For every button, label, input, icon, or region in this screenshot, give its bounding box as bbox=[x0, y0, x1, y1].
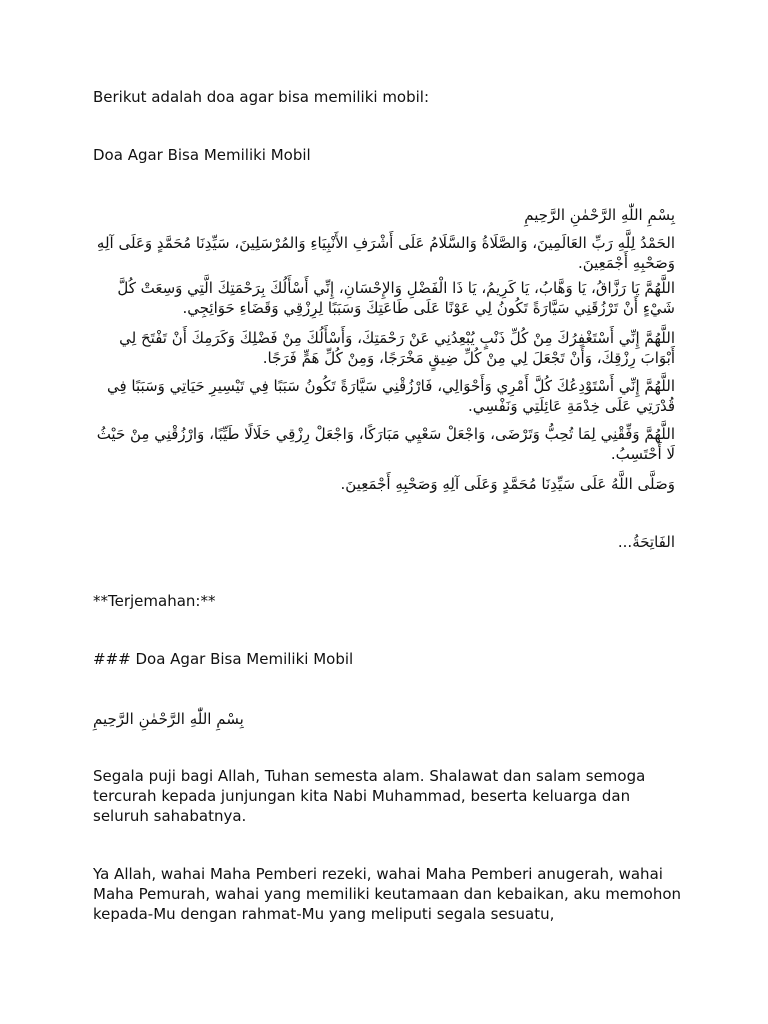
arabic-basmalah: بِسْمِ اللّٰهِ الرَّحْمٰنِ الرَّحِيمِ bbox=[524, 206, 675, 224]
arabic-paragraph-6: وَصَلَّى اللَّهُ عَلَى سَيِّدِنَا مُحَمَّدٍ وَعَلَى آلِهِ وَصَحْبِهِ أَجْمَعِينَ. bbox=[340, 475, 675, 493]
doa-title: Doa Agar Bisa Memiliki Mobil bbox=[93, 146, 311, 164]
intro-text: Berikut adalah doa agar bisa memiliki mobil: bbox=[93, 88, 430, 106]
translation-label: **Terjemahan:** bbox=[93, 592, 216, 610]
translation-basmalah: بِسْمِ اللّٰهِ الرَّحْمٰنِ الرَّحِيمِ bbox=[93, 710, 244, 728]
arabic-paragraph-2: اللَّهُمَّ يَا رَزَّاقُ، يَا وَهَّابُ، يَا كَرِيمُ، يَا ذَا الْفَضْلِ وَالإِحْسَانِ، إِنِّي أَسْأَلُكَ بِرَحْمَتِكَ الَّتِي وَسِعَتْ كُلَّ شَيْءٍ أَنْ تَرْزُقَنِي سَيَّارَةً تَكُونُ لِي عَوْنًا عَلَى طَاعَتِكَ وَسَبَبًا لِرِزْقِي وَقَضَاءِ حَوَائِجِي. bbox=[117, 279, 675, 317]
translation-paragraph-2: Ya Allah, wahai Maha Pemberi rezeki, wahai Maha Pemberi anugerah, wahai Maha Pemurah, wahai yang memiliki keutamaan dan kebaikan, aku memohon kepada-Mu dengan rahmat-Mu yang meliputi segala sesuatu, bbox=[93, 865, 682, 923]
translation-heading: ### Doa Agar Bisa Memiliki Mobil bbox=[93, 650, 354, 668]
arabic-paragraph-5: اللَّهُمَّ وَفِّقْنِي لِمَا تُحِبُّ وَتَرْضَى، وَاجْعَلْ سَعْيِي مَبَارَكًا، وَاجْعَلْ رِزْقِي حَلَالًا طَيِّبًا، وَارْزُقْنِي مِنْ حَيْثُ لَا أَحْتَسِبُ. bbox=[96, 425, 675, 463]
arabic-fatihah: الفَاتِحَةُ... bbox=[617, 533, 675, 551]
arabic-paragraph-1: الحَمْدُ لِلَّهِ رَبِّ العَالَمِينَ، وَالصَّلَاةُ وَالسَّلَامُ عَلَى أَشْرَفِ الأَنْبِيَاءِ وَالمُرْسَلِينَ، سَيِّدِنَا مُحَمَّدٍ وَعَلَى آلِهِ وَصَحْبِهِ أَجْمَعِينَ. bbox=[96, 234, 675, 272]
arabic-paragraph-4: اللَّهُمَّ إِنِّي أَسْتَوْدِعُكَ كُلَّ أَمْرِي وَأَحْوَالِي، فَارْزُقْنِي سَيَّارَةً تَكُونُ سَبَبًا فِي تَيْسِيرِ حَيَاتِي وَسَبَبًا فِي قُدْرَتِي عَلَى خِدْمَةِ عَائِلَتِي وَنَفْسِي. bbox=[106, 377, 675, 415]
arabic-paragraph-3: اللَّهُمَّ إِنِّي أَسْتَغْفِرُكَ مِنْ كُلِّ ذَنْبٍ يُبْعِدُنِي عَنْ رَحْمَتِكَ، وَأَسْأَلُكَ مِنْ فَضْلِكَ وَكَرَمِكَ أَنْ تَفْتَحَ لِي أَبْوَابَ رِزْقِكَ، وَأَنْ تَجْعَلَ لِي مِنْ كُلِّ ضِيقٍ مَخْرَجًا، وَمِنْ كُلِّ هَمٍّ فَرَجًا. bbox=[119, 329, 675, 367]
translation-paragraph-1: Segala puji bagi Allah, Tuhan semesta alam. Shalawat dan salam semoga tercurah kepada junjungan kita Nabi Muhammad, beserta keluarga dan seluruh sahabatnya. bbox=[93, 767, 646, 825]
